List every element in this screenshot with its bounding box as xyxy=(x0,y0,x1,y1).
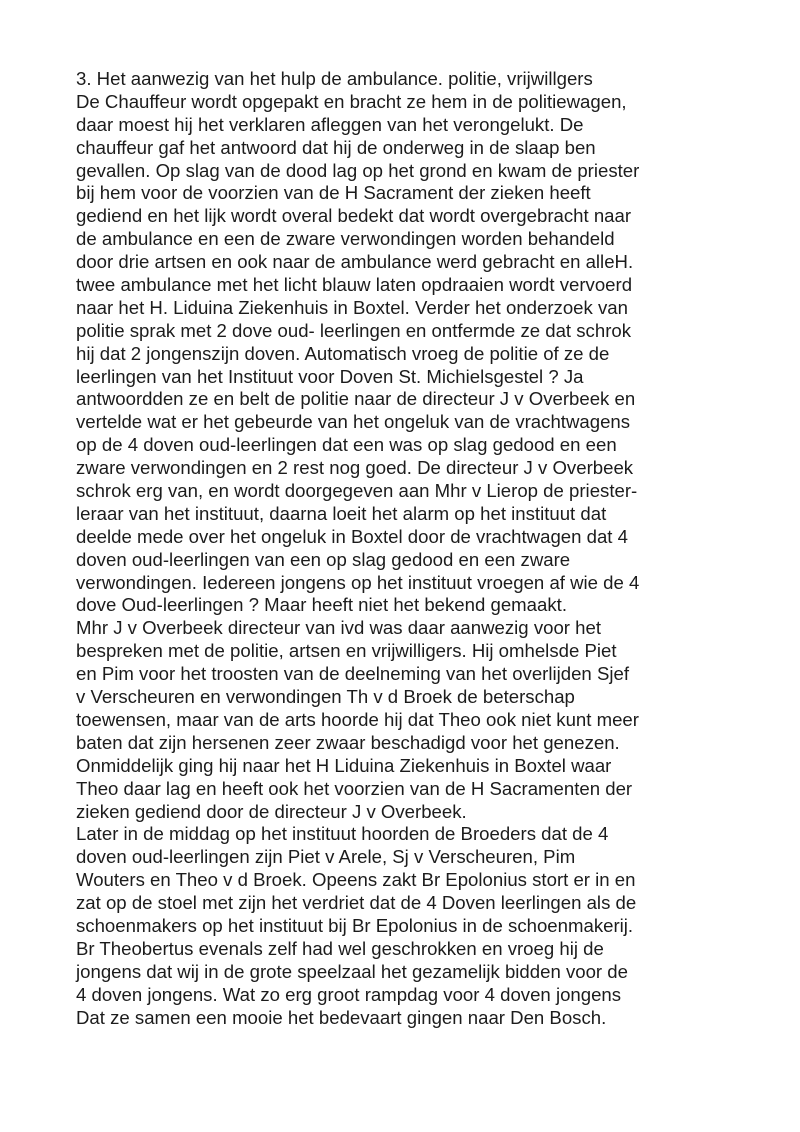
text-line: 4 doven jongens. Wat zo erg groot rampdag voor 4 doven jongens xyxy=(76,983,622,1005)
text-line: De Chauffeur wordt opgepakt en bracht ze hem in de politiewagen, xyxy=(76,90,627,112)
text-line: Later in de middag op het instituut hoorden de Broeders dat de 4 xyxy=(76,823,609,845)
text-line: naar het H. Liduina Ziekenhuis in Boxtel. Verder het onderzoek van xyxy=(76,296,628,318)
text-line: en Pim voor het troosten van de deelneming van het overlijden Sjef xyxy=(76,663,629,685)
text-line: toewensen, maar van de arts hoorde hij dat Theo ook niet kunt meer xyxy=(76,708,639,730)
text-line: 3. Het aanwezig van het hulp de ambulance. politie, vrijwillgers xyxy=(76,68,593,89)
text-line: Mhr J v Overbeek directeur van ivd was daar aanwezig voor het xyxy=(76,617,602,639)
text-line: leraar van het instituut, daarna loeit het alarm op het instituut dat xyxy=(76,502,607,524)
text-line: gevallen. Op slag van de dood lag op het grond en kwam de priester xyxy=(76,159,640,181)
text-line: Theo daar lag en heeft ook het voorzien van de H Sacramenten der xyxy=(76,777,633,799)
text-line: bij hem voor de voorzien van de H Sacrament der zieken heeft xyxy=(76,182,591,204)
text-line: zware verwondingen en 2 rest nog goed. De directeur J v Overbeek xyxy=(76,457,634,479)
text-line: de ambulance en een de zware verwondingen worden behandeld xyxy=(76,228,615,250)
text-line: deelde mede over het ongeluk in Boxtel door de vrachtwagen dat 4 xyxy=(76,525,628,547)
text-line: daar moest hij het verklaren afleggen van het verongelukt. De xyxy=(76,113,584,135)
text-line: antwoordden ze en belt de politie naar de directeur J v Overbeek en xyxy=(76,388,636,410)
text-line: gediend en het lijk wordt overal bedekt dat wordt overgebracht naar xyxy=(76,205,632,227)
text-line: v Verscheuren en verwondingen Th v d Broek de beterschap xyxy=(76,686,575,708)
text-line: Dat ze samen een mooie het bedevaart gingen naar Den Bosch. xyxy=(76,1006,607,1028)
text-line: verwondingen. Iedereen jongens op het instituut vroegen af wie de 4 xyxy=(76,571,640,593)
text-line: op de 4 doven oud-leerlingen dat een was op slag gedood en een xyxy=(76,434,617,456)
text-line: dove Oud-leerlingen ? Maar heeft niet het bekend gemaakt. xyxy=(76,594,567,616)
text-line: vertelde wat er het gebeurde van het ongeluk van de vrachtwagens xyxy=(76,411,631,433)
text-line: leerlingen van het Instituut voor Doven St. Michielsgestel ? Ja xyxy=(76,365,584,387)
text-line: doven oud-leerlingen zijn Piet v Arele, Sj v Verscheuren, Pim xyxy=(76,846,576,868)
text-line: politie sprak met 2 dove oud- leerlingen en ontfermde ze dat schrok xyxy=(76,319,632,341)
text-line: Br Theobertus evenals zelf had wel geschrokken en vroeg hij de xyxy=(76,937,604,959)
text-line: door drie artsen en ook naar de ambulance werd gebracht en alleH. xyxy=(76,251,634,273)
text-line: zieken gediend door de directeur J v Overbeek. xyxy=(76,800,467,822)
text-line: doven oud-leerlingen van een op slag gedood en een zware xyxy=(76,548,571,570)
text-line: jongens dat wij in de grote speelzaal het gezamelijk bidden voor de xyxy=(76,960,628,982)
text-line: chauffeur gaf het antwoord dat hij de onderweg in de slaap ben xyxy=(76,136,596,158)
body-text xyxy=(76,68,756,1029)
text-line: bespreken met de politie, artsen en vrijwilligers. Hij omhelsde Piet xyxy=(76,640,617,662)
text-line: Onmiddelijk ging hij naar het H Liduina Ziekenhuis in Boxtel waar xyxy=(76,754,612,776)
text-line: hij dat 2 jongenszijn doven. Automatisch vroeg de politie of ze de xyxy=(76,342,610,364)
text-line: baten dat zijn hersenen zeer zwaar beschadigd voor het genezen. xyxy=(76,731,620,753)
text-line: schrok erg van, en wordt doorgegeven aan Mhr v Lierop de priester- xyxy=(76,480,638,502)
text-line: twee ambulance met het licht blauw laten opdraaien wordt vervoerd xyxy=(76,274,633,296)
text-line: schoenmakers op het instituut bij Br Epolonius in de schoenmakerij. xyxy=(76,914,634,936)
text-line: zat op de stoel met zijn het verdriet dat de 4 Doven leerlingen als de xyxy=(76,892,637,914)
text-line: Wouters en Theo v d Broek. Opeens zakt Br Epolonius stort er in en xyxy=(76,869,636,891)
